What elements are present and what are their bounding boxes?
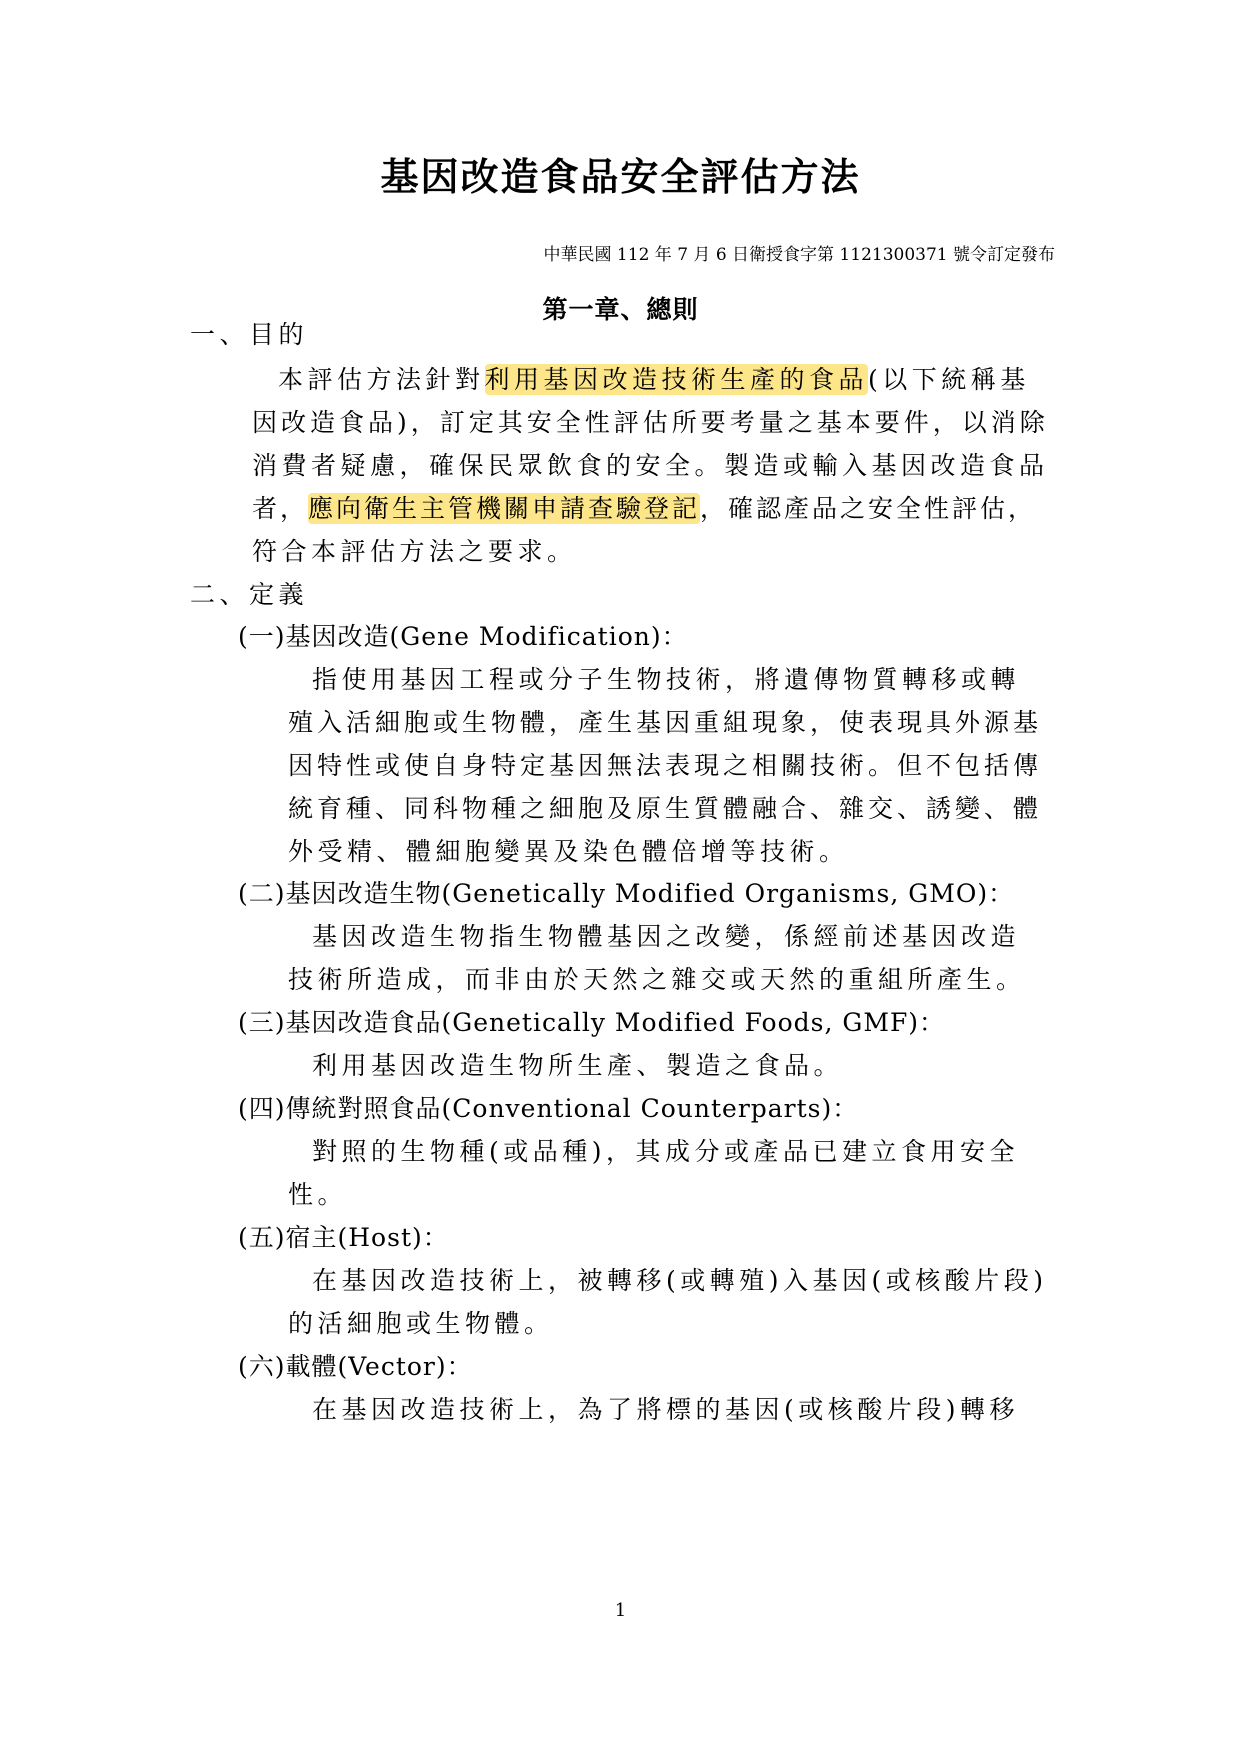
paragraph-line: 符合本評估方法之要求。 <box>252 537 577 566</box>
paragraph-line: 在基因改造技術上，被轉移(或轉殖)入基因(或核酸片段) <box>312 1266 1048 1295</box>
definition-title: (四)傳統對照食品(Conventional Counterparts)： <box>238 1094 859 1123</box>
text-run: 本評估方法針對 <box>278 365 485 394</box>
paragraph-line: 利用基因改造生物所生產、製造之食品。 <box>312 1051 844 1080</box>
definition-title: (六)載體(Vector)： <box>238 1352 473 1381</box>
paragraph-line: 統育種、同科物種之細胞及原生質體融合、雜交、誘變、體 <box>288 794 1043 823</box>
paragraph-line <box>278 363 1030 397</box>
paragraph-line: 因改造食品)，訂定其安全性評估所要考量之基本要件，以消除 <box>252 408 1049 437</box>
paragraph-line: 殖入活細胞或生物體，產生基因重組現象，使表現具外源基 <box>288 708 1043 737</box>
paragraph-line: 性。 <box>288 1180 348 1209</box>
definition-title: (二)基因改造生物(Genetically Modified Organisms, GMO)： <box>238 879 1015 908</box>
paragraph-line: 對照的生物種(或品種)，其成分或產品已建立食用安全 <box>312 1137 1020 1166</box>
text-run: 者， <box>252 494 309 523</box>
section-heading: 一、目的 <box>190 320 309 349</box>
definition-title: (一)基因改造(Gene Modification)： <box>238 622 688 651</box>
decree-line: 中華民國 112 年 7 月 6 日衛授食字第 1121300371 號令訂定發布 <box>543 245 1055 265</box>
paragraph-line: 指使用基因工程或分子生物技術，將遺傳物質轉移或轉 <box>312 665 1021 694</box>
definition-title: (五)宿主(Host)： <box>238 1223 449 1252</box>
paragraph-line: 基因改造生物指生物體基因之改變，係經前述基因改造 <box>312 922 1021 951</box>
highlighted-text: 利用基因改造技術生產的食品 <box>484 365 869 394</box>
paragraph-line: 技術所造成，而非由於天然之雜交或天然的重組所產生。 <box>288 965 1026 994</box>
paragraph-line: 在基因改造技術上，為了將標的基因(或核酸片段)轉移 <box>312 1395 1020 1424</box>
text-run: (以下統稱基 <box>868 365 1030 394</box>
document-title: 基因改造食品安全評估方法 <box>380 154 861 199</box>
page-number: 1 <box>614 1600 627 1621</box>
highlighted-text: 應向衛生主管機關申請查驗登記 <box>308 494 701 523</box>
paragraph-line: 的活細胞或生物體。 <box>288 1309 554 1338</box>
definition-title: (三)基因改造食品(Genetically Modified Foods, GMF)： <box>238 1008 946 1037</box>
paragraph-line: 消費者疑慮，確保民眾飲食的安全。製造或輸入基因改造食品 <box>252 451 1049 480</box>
section-heading: 二、定義 <box>190 580 309 609</box>
paragraph-line: 外受精、體細胞變異及染色體倍增等技術。 <box>288 837 849 866</box>
paragraph-line: 因特性或使自身特定基因無法表現之相關技術。但不包括傳 <box>288 751 1043 780</box>
chapter-heading: 第一章、總則 <box>542 295 699 324</box>
text-run: ，確認產品之安全性評估， <box>700 494 1037 523</box>
paragraph-line <box>252 492 1036 526</box>
